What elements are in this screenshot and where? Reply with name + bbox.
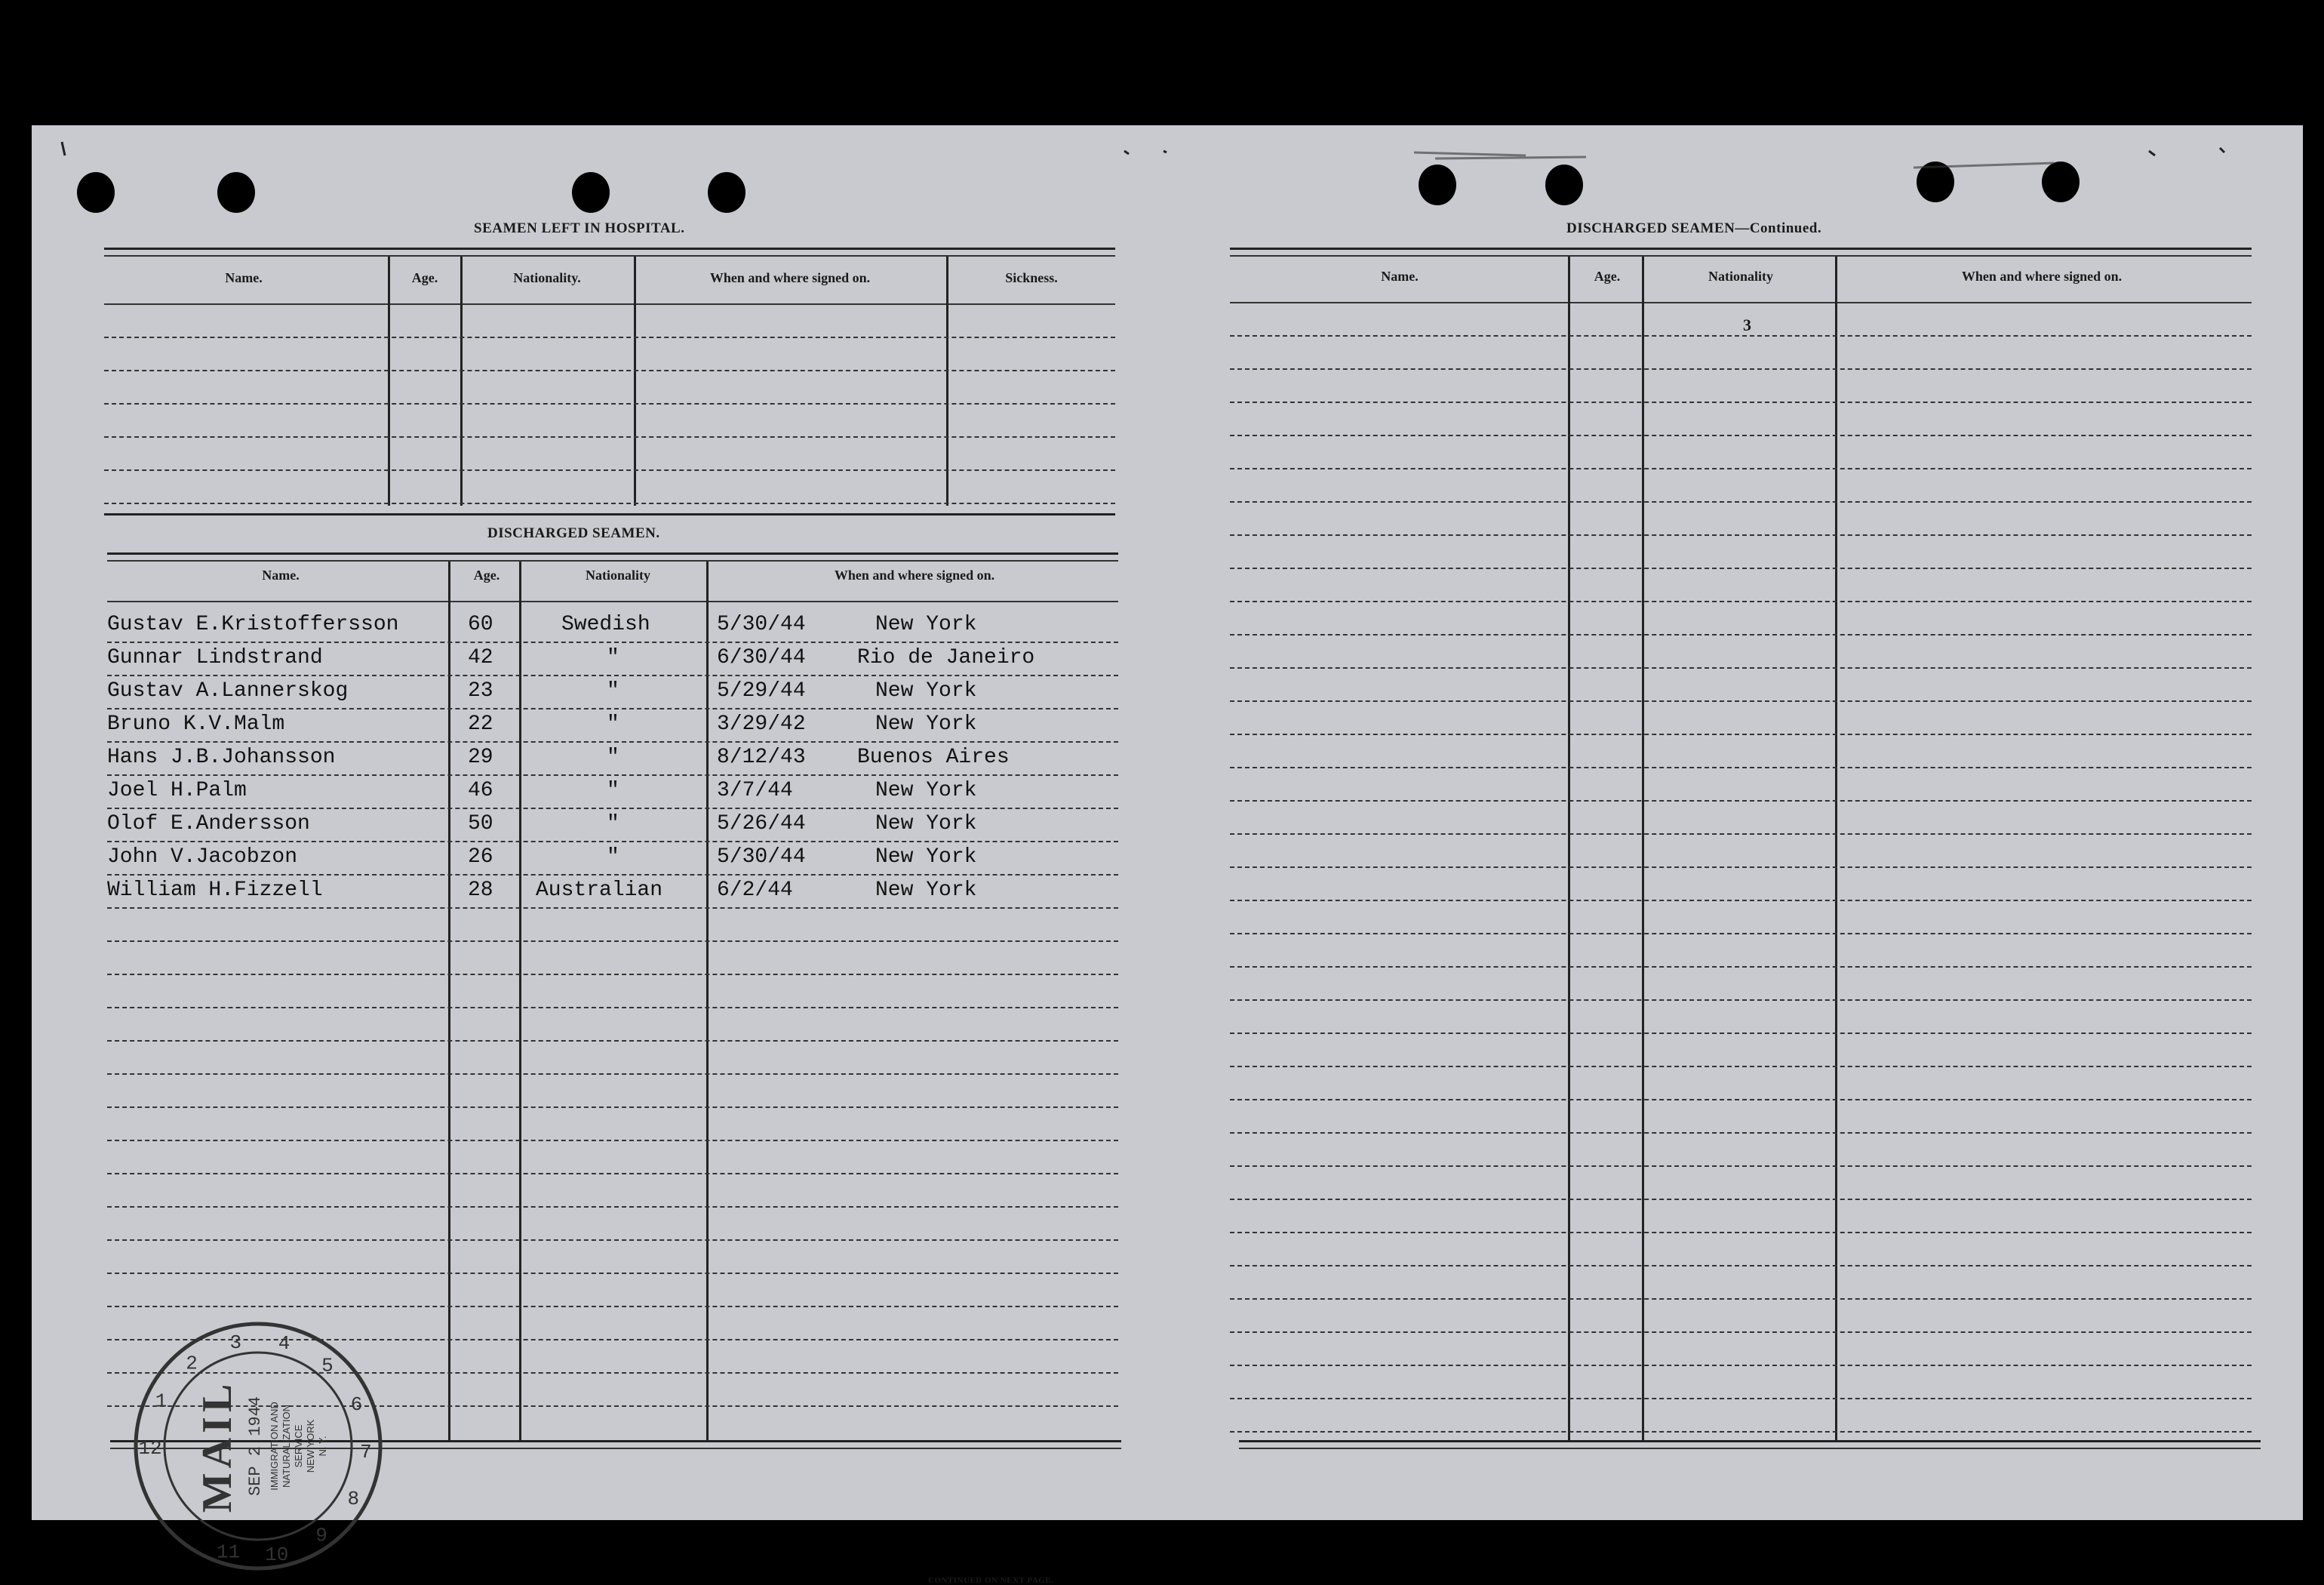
ruled-line	[1230, 1232, 2252, 1233]
continued-col-age: Age.	[1594, 269, 1621, 284]
signed-on-date: 3/7/44	[717, 779, 793, 802]
scratch-marks	[32, 125, 2303, 186]
ruled-line	[1230, 800, 2252, 802]
ruled-line	[107, 907, 1118, 909]
hospital-col-sickness: Sickness.	[1005, 270, 1058, 285]
ruled-line	[1230, 501, 2252, 503]
stamp-dial-number: 11	[216, 1540, 241, 1564]
column-divider	[946, 257, 948, 506]
signed-on-date: 6/30/44	[717, 646, 806, 669]
signed-on-date: 8/12/43	[717, 746, 806, 769]
seaman-name: Hans J.B.Johansson	[107, 746, 336, 769]
ruled-line	[1230, 534, 2252, 536]
continued-note: CONTINUED ON NEXT PAGE.	[928, 1576, 1054, 1585]
ruled-line	[1230, 1265, 2252, 1266]
stamp-word: MAIL	[194, 1379, 241, 1513]
signed-on-date: 5/30/44	[717, 845, 806, 869]
ruled-line	[1230, 402, 2252, 403]
stamp-dial-number: 3	[229, 1331, 242, 1355]
stamp-date: SEP 2 1944	[246, 1396, 265, 1497]
seaman-age: 46	[468, 779, 493, 802]
ruled-line	[1230, 1132, 2252, 1134]
ruled-line	[1230, 435, 2252, 436]
ruled-line	[1230, 1099, 2252, 1100]
discharged-col-age: Age.	[473, 568, 500, 583]
stamp-dial-number: 6	[350, 1393, 363, 1416]
stamp-agency-line: NATURALIZATION	[281, 1404, 292, 1488]
stamp-dial-number: 7	[360, 1441, 372, 1463]
ruled-line	[107, 1073, 1118, 1075]
rule	[104, 255, 1115, 257]
seaman-nationality: "	[607, 812, 619, 836]
ruled-line	[1230, 966, 2252, 968]
column-divider	[448, 562, 450, 1440]
stamp-dial-number: 5	[321, 1354, 334, 1377]
ruled-line	[104, 436, 1115, 438]
stamp-dial-number: 1	[155, 1390, 168, 1413]
seaman-age: 50	[468, 812, 493, 836]
stamp-dial-number: 4	[278, 1332, 290, 1356]
rule	[107, 552, 1118, 555]
ruled-line	[1230, 700, 2252, 702]
signed-on-place: New York	[875, 845, 977, 869]
seaman-age: 22	[468, 712, 493, 736]
seaman-nationality: Swedish	[561, 613, 650, 636]
ruled-line	[1230, 335, 2252, 337]
ruled-line	[1230, 1199, 2252, 1200]
ruled-line	[1230, 900, 2252, 901]
rule	[104, 303, 1115, 305]
stamp-dial-number: 9	[315, 1524, 327, 1547]
hospital-col-age: Age.	[411, 270, 438, 285]
mail-stamp	[107, 1310, 409, 1582]
discharged-col-name: Name.	[262, 568, 300, 583]
rule	[107, 560, 1118, 562]
ruled-line	[107, 642, 1118, 643]
stamp-agency-line: SERVICE	[293, 1424, 304, 1468]
ruled-line	[107, 808, 1118, 809]
continued-col-name: Name.	[1381, 269, 1419, 284]
ruled-line	[107, 675, 1118, 676]
seaman-nationality: "	[607, 679, 619, 703]
rule	[104, 248, 1115, 250]
stamp-agency-line: IMMIGRATION AND	[269, 1402, 280, 1491]
ruled-line	[1230, 1298, 2252, 1300]
continued-section-title: DISCHARGED SEAMEN—Continued.	[1566, 220, 1822, 236]
stamp-agency-line: NEW YORK	[305, 1419, 316, 1473]
hospital-section-title: SEAMEN LEFT IN HOSPITAL.	[474, 220, 685, 236]
ruled-line	[1230, 999, 2252, 1001]
seaman-name: Bruno K.V.Malm	[107, 712, 285, 736]
ruled-line	[1230, 667, 2252, 669]
ruled-line	[104, 370, 1115, 371]
ruled-line	[1230, 833, 2252, 835]
seaman-age: 26	[468, 845, 493, 869]
ruled-line	[1230, 1066, 2252, 1067]
column-divider	[460, 257, 463, 506]
column-divider	[388, 257, 390, 506]
ruled-line	[104, 469, 1115, 471]
column-divider	[519, 562, 521, 1440]
ruled-line	[1230, 1398, 2252, 1399]
seaman-age: 60	[468, 613, 493, 636]
rule	[1239, 1440, 2261, 1442]
ruled-line	[1230, 568, 2252, 569]
ruled-line	[107, 1140, 1118, 1141]
ruled-line	[1230, 767, 2252, 768]
ruled-line	[107, 1306, 1118, 1307]
ruled-line	[107, 974, 1118, 975]
signed-on-date: 5/29/44	[717, 679, 806, 703]
continued-col-signed-on: When and where signed on.	[1961, 269, 2123, 284]
signed-on-place: Buenos Aires	[857, 746, 1010, 769]
ruled-line	[1230, 1331, 2252, 1333]
seaman-nationality: "	[607, 746, 619, 769]
ruled-line	[107, 1040, 1118, 1042]
seaman-nationality: Australian	[536, 879, 663, 902]
ruled-line	[104, 337, 1115, 338]
document-sheet	[32, 125, 2303, 1585]
seaman-name: Gunnar Lindstrand	[107, 646, 323, 669]
seaman-age: 29	[468, 746, 493, 769]
seaman-name: Gustav A.Lannerskog	[107, 679, 349, 703]
ruled-line	[1230, 1431, 2252, 1433]
seaman-name: Gustav E.Kristoffersson	[107, 613, 399, 636]
ruled-line	[107, 741, 1118, 743]
ruled-line	[107, 1007, 1118, 1008]
ruled-line	[107, 1206, 1118, 1208]
ruled-line	[107, 841, 1118, 842]
ruled-line	[1230, 634, 2252, 636]
seaman-nationality: "	[607, 712, 619, 736]
hospital-col-signed-on: When and where signed on.	[709, 270, 871, 285]
signed-on-date: 6/2/44	[717, 879, 793, 902]
signed-on-place: New York	[875, 779, 977, 802]
ruled-line	[107, 1273, 1118, 1274]
ruled-line	[107, 940, 1118, 942]
ruled-line	[107, 874, 1118, 876]
seaman-age: 28	[468, 879, 493, 902]
seaman-nationality: "	[607, 646, 619, 669]
ruled-line	[1230, 734, 2252, 735]
seaman-nationality: "	[607, 845, 619, 869]
signed-on-date: 5/30/44	[717, 613, 806, 636]
stamp-dial-number: 10	[265, 1543, 289, 1566]
signed-on-place: New York	[875, 613, 977, 636]
seaman-name: Olof E.Andersson	[107, 812, 310, 836]
ruled-line	[107, 1239, 1118, 1241]
ruled-line	[104, 503, 1115, 504]
seaman-name: Joel H.Palm	[107, 779, 247, 802]
rule	[1230, 302, 2252, 303]
discharged-col-signed-on: When and where signed on.	[834, 568, 995, 583]
ruled-line	[107, 774, 1118, 776]
ruled-line	[107, 1173, 1118, 1174]
signed-on-place: New York	[875, 879, 977, 902]
rule	[1239, 1448, 2261, 1449]
page-number: 3	[1743, 315, 1751, 334]
ruled-line	[1230, 368, 2252, 370]
rule	[1230, 248, 2252, 250]
seaman-name: John V.Jacobzon	[107, 845, 298, 869]
ruled-line	[1230, 468, 2252, 469]
stamp-dial-number: 12	[138, 1437, 162, 1460]
stamp-dial-number: 8	[347, 1488, 360, 1511]
seaman-age: 42	[468, 646, 493, 669]
seaman-name: William H.Fizzell	[107, 879, 323, 902]
ruled-line	[107, 1106, 1118, 1108]
column-divider	[634, 257, 636, 506]
signed-on-place: New York	[875, 812, 977, 836]
ruled-line	[1230, 1365, 2252, 1366]
signed-on-date: 3/29/42	[717, 712, 806, 736]
ruled-line	[1230, 866, 2252, 868]
seaman-nationality: "	[607, 779, 619, 802]
seaman-age: 23	[468, 679, 493, 703]
ruled-line	[104, 403, 1115, 405]
signed-on-date: 5/26/44	[717, 812, 806, 836]
hospital-col-name: Name.	[225, 270, 263, 285]
signed-on-place: New York	[875, 679, 977, 703]
discharged-section-title: DISCHARGED SEAMEN.	[487, 525, 660, 541]
rule	[1230, 255, 2252, 257]
column-divider	[706, 562, 709, 1440]
rule	[107, 601, 1118, 602]
ruled-line	[1230, 933, 2252, 934]
signed-on-place: Rio de Janeiro	[857, 646, 1035, 669]
ruled-line	[1230, 601, 2252, 602]
ruled-line	[1230, 1165, 2252, 1167]
rule	[104, 513, 1115, 516]
ruled-line	[1230, 1033, 2252, 1034]
signed-on-place: New York	[875, 712, 977, 736]
ruled-line	[107, 708, 1118, 709]
discharged-col-nationality: Nationality	[585, 568, 650, 583]
continued-col-nationality: Nationality	[1708, 269, 1773, 284]
hospital-col-nationality: Nationality.	[513, 270, 581, 285]
stamp-dial-number: 2	[186, 1352, 198, 1375]
stamp-agency-line: N. Y.	[317, 1436, 328, 1457]
